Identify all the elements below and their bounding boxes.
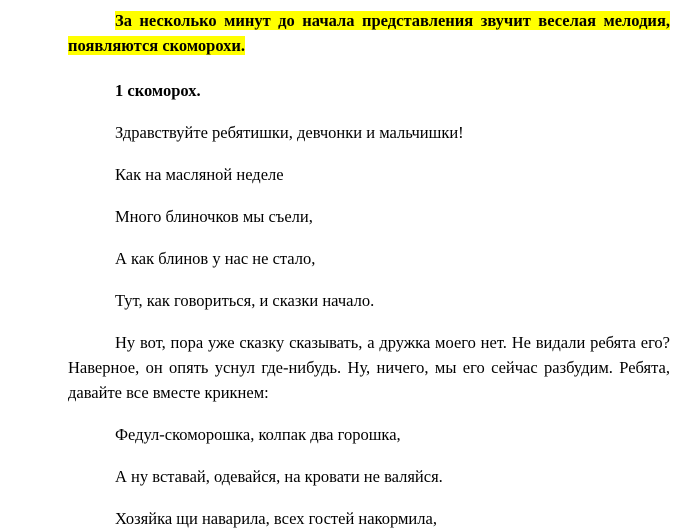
- highlighted-stage-direction: За несколько минут до начала представления звучит веселая мелодия, появляются скоморохи.: [68, 11, 670, 55]
- document-page: [68, 8, 670, 531]
- chant-line-2: А ну вставай, одевайся, на кровати не валяйся.: [115, 467, 443, 486]
- speaker-label: 1 скоморох.: [115, 81, 201, 100]
- chant-line-1: Федул-скоморошка, колпак два горошка,: [115, 425, 401, 444]
- stage-direction: [68, 8, 670, 58]
- prose-paragraph: Ну вот, пора уже сказку сказывать, а дружка моего нет. Не видали ребята его? Наверное, он опять уснул где-нибудь. Ну, ничего, мы его сейчас разбудим. Ребята, давайте все вместе крикнем:: [68, 333, 670, 402]
- verse-line-1: Здравствуйте ребятишки, девчонки и мальчишки!: [115, 123, 464, 142]
- verse-line-5: Тут, как говориться, и сказки начало.: [115, 291, 375, 310]
- verse-line-2: Как на масляной неделе: [115, 165, 284, 184]
- verse-line-3: Много блиночков мы съели,: [115, 207, 313, 226]
- verse-line-4: А как блинов у нас не стало,: [115, 249, 316, 268]
- chant-line-3: Хозяйка щи наварила, всех гостей накормила,: [115, 509, 437, 528]
